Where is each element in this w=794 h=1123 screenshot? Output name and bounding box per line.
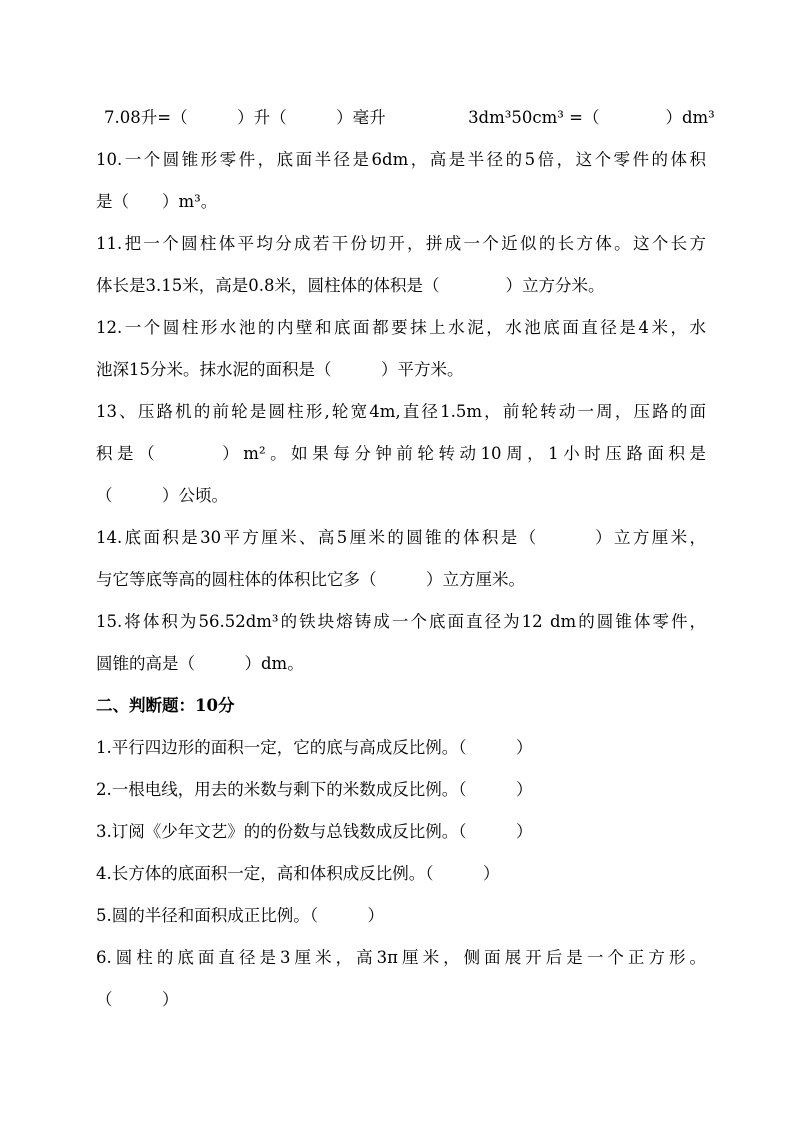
q12-line-1: 12.一个圆柱形水池的内壁和底面都要抹上水泥，水池底面直径是4米，水 — [96, 318, 706, 337]
q11-line-1: 11.把一个圆柱体平均分成若干份切开，拼成一个近似的长方体。这个长方 — [96, 234, 706, 253]
section-heading-judgement: 二、判断题：10分 — [96, 696, 235, 715]
judge-item-2: 2.一根电线，用去的米数与剩下的米数成反比例。（ ） — [96, 780, 533, 799]
judge-item-1: 1.平行四边形的面积一定，它的底与高成反比例。（ ） — [96, 738, 533, 757]
q15-line-2: 圆锥的高是（ ）dm。 — [96, 654, 304, 673]
judge-item-3: 3.订阅《少年文艺》的的份数与总钱数成反比例。（ ） — [96, 822, 533, 841]
q13-line-3: （ ）公顷。 — [96, 486, 228, 505]
q11-line-2: 体长是3.15米，高是0.8米，圆柱体的体积是（ ）立方分米。 — [96, 276, 605, 295]
judge-item-5: 5.圆的半径和面积成正比例。（ ） — [96, 906, 384, 925]
q10-line-1: 10.一个圆锥形零件，底面半径是6dm，高是半径的5倍，这个零件的体积 — [96, 150, 706, 169]
q14-line-2: 与它等底等高的圆柱体的体积比它多（ ）立方厘米。 — [96, 570, 525, 589]
q12-line-2: 池深15分米。抹水泥的面积是（ ）平方米。 — [96, 360, 464, 379]
q7-line: 7.08升=（ ）升（ ）毫升 3dm³50cm³ =（ ）dm³ — [104, 108, 715, 127]
q14-line-1: 14.底面积是30平方厘米、高5厘米的圆锥的体积是（ ）立方厘米， — [96, 528, 706, 547]
judge-item-6-line-2: （ ） — [96, 990, 179, 1009]
q10-line-2: 是（ ）m³。 — [96, 192, 218, 211]
judge-item-4: 4.长方体的底面积一定，高和体积成反比例。（ ） — [96, 864, 500, 883]
q13-line-1: 13、压路机的前轮是圆柱形,轮宽4m,直径1.5m，前轮转动一周，压路的面 — [96, 402, 706, 421]
judge-item-6-line-1: 6.圆柱的底面直径是3厘米，高3π厘米，侧面展开后是一个正方形。 — [96, 948, 706, 967]
q13-line-2: 积是（ ）m²。如果每分钟前轮转动10周，1小时压路面积是 — [96, 444, 706, 463]
q15-line-1: 15.将体积为56.52dm³的铁块熔铸成一个底面直径为12 dm的圆锥体零件， — [96, 612, 706, 631]
